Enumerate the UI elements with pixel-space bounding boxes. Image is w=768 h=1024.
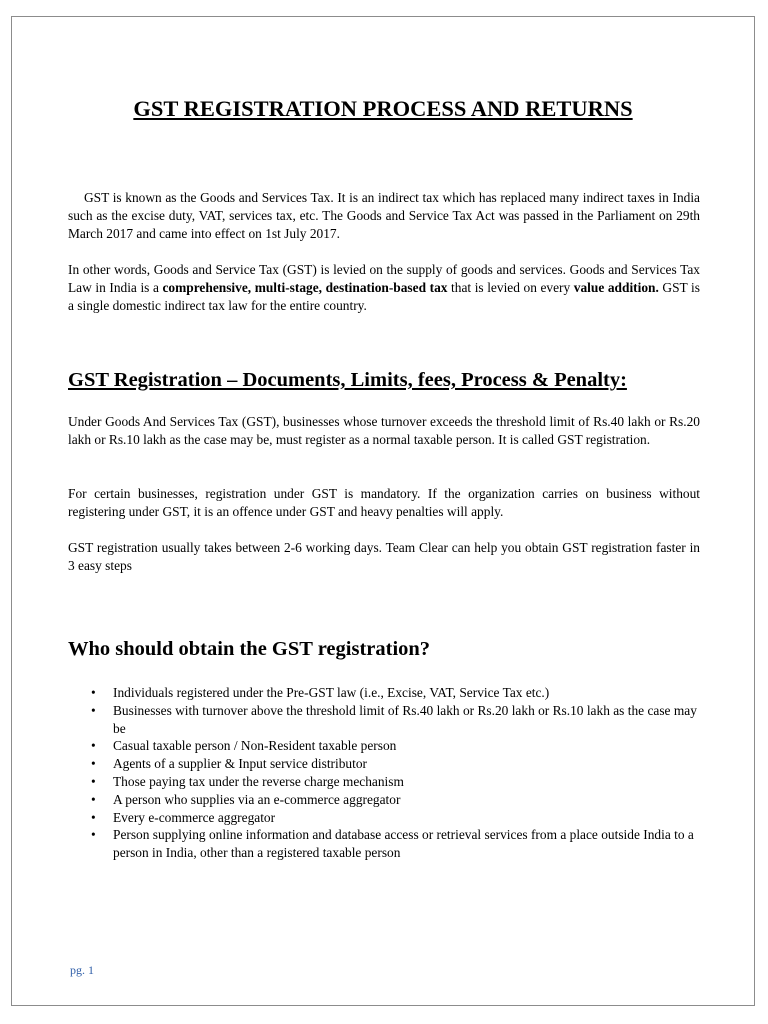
list-item-text: Casual taxable person / Non-Resident taxable person — [113, 738, 397, 754]
bullet-icon: • — [91, 809, 96, 825]
eligibility-list — [68, 684, 700, 862]
bullet-icon: • — [91, 827, 96, 843]
threshold-paragraph: Under Goods And Services Tax (GST), businesses whose turnover exceeds the threshold limit of Rs.40 lakh or Rs.20 lakh or Rs.10 lakh as the case may be, must register as a normal taxable person. It is called GST registration. — [68, 414, 700, 447]
who-heading: Who should obtain the GST registration? — [68, 638, 431, 660]
list-item-text: A person who supplies via an e-commerce aggregator — [113, 791, 401, 807]
bullet-icon: • — [91, 738, 96, 754]
list-item-text: Every e-commerce aggregator — [113, 809, 276, 825]
page-number: pg. 1 — [70, 963, 94, 977]
list-item — [68, 809, 700, 827]
document-title: GST REGISTRATION PROCESS AND RETURNS — [133, 96, 633, 121]
bold-phrase: comprehensive, multi-stage, destination-based tax — [162, 280, 448, 295]
list-item — [68, 773, 700, 791]
paragraph-text: GST is a single domestic indirect tax law for the entire country. — [68, 280, 700, 313]
list-item — [68, 684, 700, 702]
list-item — [68, 737, 700, 755]
intro-paragraph: GST is known as the Goods and Services Tax. It is an indirect tax which has replaced many indirect taxes in India such as the excise duty, VAT, services tax, etc. The Goods and Service Tax Act was passed in the Parliament on 29th March 2017 and came into effect on 1st July 2017. — [68, 190, 700, 241]
bullet-icon: • — [91, 756, 96, 772]
timeline-paragraph: GST registration usually takes between 2-6 working days. Team Clear can help you obtain GST registration faster in 3 easy steps — [68, 540, 700, 573]
list-item — [68, 755, 700, 773]
list-item — [68, 702, 700, 738]
bullet-icon: • — [91, 773, 96, 789]
gst-definition-paragraph — [68, 261, 700, 315]
list-item-text: Individuals registered under the Pre-GST law (i.e., Excise, VAT, Service Tax etc.) — [113, 685, 550, 700]
list-item — [68, 826, 700, 862]
paragraph-text: In other words, Goods and Service Tax (GST) is levied on the supply of goods and services. Goods and Services Tax Law in India is a — [68, 262, 700, 295]
list-item-text: Those paying tax under the reverse charge mechanism — [113, 773, 404, 789]
list-item-text: Businesses with turnover above the threshold limit of Rs.40 lakh or Rs.20 lakh or Rs.10 lakh as the case may be — [113, 702, 697, 736]
section-heading: GST Registration – Documents, Limits, fees, Process & Penalty: — [68, 369, 627, 391]
bullet-icon: • — [91, 791, 96, 807]
bold-phrase: value addition. — [573, 280, 659, 295]
list-item-text: Person supplying online information and database access or retrieval services from a place outside India to a person in India, other than a registered taxable person — [113, 827, 694, 861]
document-page — [11, 16, 755, 1006]
bullet-icon: • — [91, 685, 96, 700]
bullet-icon: • — [91, 702, 96, 718]
paragraph-text: that is levied on every — [447, 280, 574, 295]
mandatory-paragraph: For certain businesses, registration under GST is mandatory. If the organization carries on business without registering under GST, it is an offence under GST and heavy penalties will apply. — [68, 486, 700, 519]
list-item-text: Agents of a supplier & Input service distributor — [113, 756, 367, 772]
list-item — [68, 791, 700, 809]
